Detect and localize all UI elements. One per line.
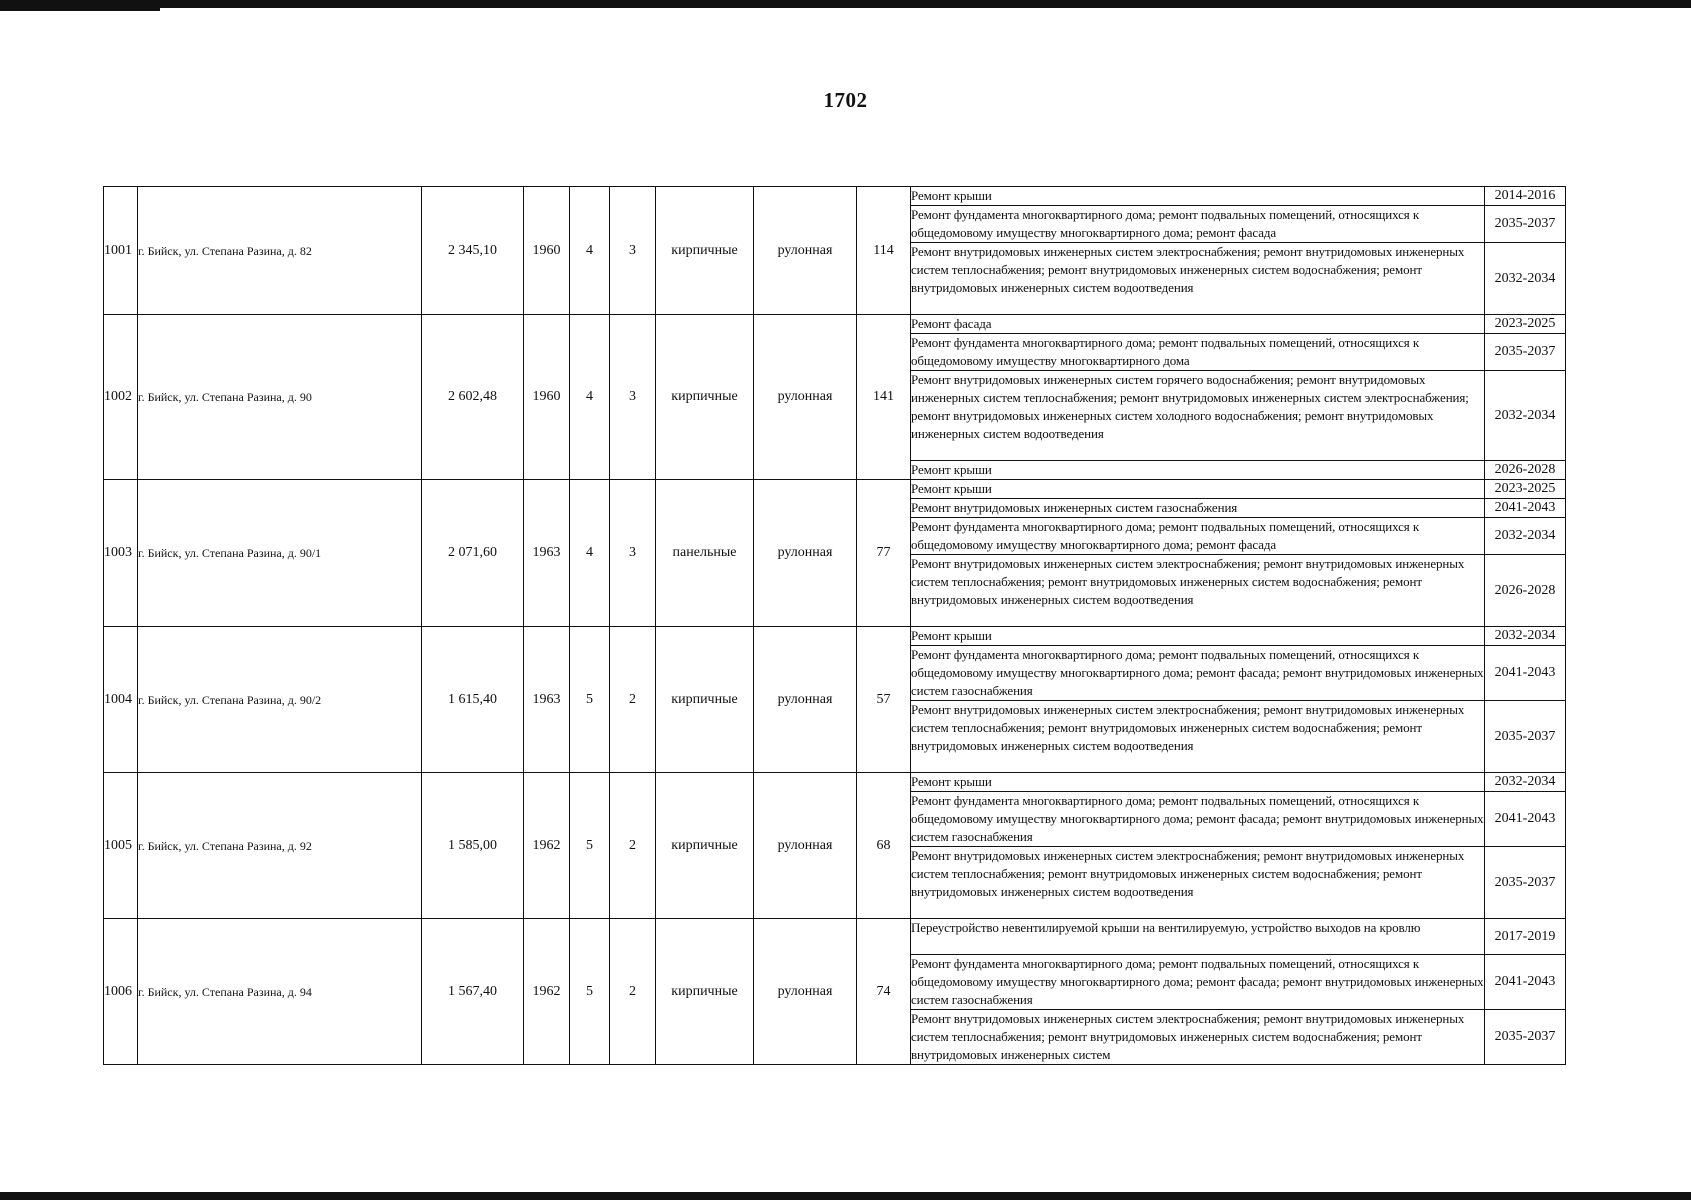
building-area: 1 615,40 bbox=[422, 627, 524, 773]
building-year: 1962 bbox=[524, 773, 570, 919]
table-row bbox=[104, 773, 1566, 792]
building-year: 1963 bbox=[524, 480, 570, 627]
work-period: 2041-2043 bbox=[1485, 499, 1566, 518]
building-area: 1 567,40 bbox=[422, 919, 524, 1065]
table-row bbox=[104, 315, 1566, 334]
building-entrances: 2 bbox=[610, 773, 656, 919]
work-description: Ремонт внутридомовых инженерных систем электроснабжения; ремонт внутридомовых инженерных систем теплоснабжения; ремонт внутридомовых инженерных систем водоснабжения; ремонт внутридомовых инженерных систем водоотведения bbox=[911, 701, 1485, 773]
work-description: Ремонт внутридомовых инженерных систем электроснабжения; ремонт внутридомовых инженерных систем теплоснабжения; ремонт внутридомовых инженерных систем водоснабжения; ремонт внутридомовых инженерных систем водоотведения bbox=[911, 243, 1485, 315]
building-area: 2 071,60 bbox=[422, 480, 524, 627]
wall-material: кирпичные bbox=[656, 773, 754, 919]
page-number: 1702 bbox=[823, 88, 868, 112]
table-row bbox=[104, 627, 1566, 646]
work-period: 2032-2034 bbox=[1485, 518, 1566, 555]
building-entrances: 2 bbox=[610, 627, 656, 773]
work-period: 2035-2037 bbox=[1485, 847, 1566, 919]
building-area: 2 602,48 bbox=[422, 315, 524, 480]
building-area: 2 345,10 bbox=[422, 187, 524, 315]
work-period: 2023-2025 bbox=[1485, 315, 1566, 334]
roof-type: рулонная bbox=[754, 315, 857, 480]
building-number: 1001 bbox=[104, 187, 138, 315]
work-period: 2032-2034 bbox=[1485, 773, 1566, 792]
housing-register-table bbox=[103, 186, 1566, 1065]
building-entrances: 3 bbox=[610, 187, 656, 315]
work-period: 2035-2037 bbox=[1485, 701, 1566, 773]
work-period: 2041-2043 bbox=[1485, 792, 1566, 847]
work-period: 2041-2043 bbox=[1485, 955, 1566, 1010]
work-description: Ремонт крыши bbox=[911, 627, 1485, 646]
work-period: 2014-2016 bbox=[1485, 187, 1566, 206]
building-floors: 5 bbox=[570, 919, 610, 1065]
residents-count: 74 bbox=[857, 919, 911, 1065]
work-description: Ремонт внутридомовых инженерных систем электроснабжения; ремонт внутридомовых инженерных систем теплоснабжения; ремонт внутридомовых инженерных систем водоснабжения; ремонт внутридомовых инженерных систем водоотведения bbox=[911, 847, 1485, 919]
table-row bbox=[104, 919, 1566, 955]
bottom-scan-border bbox=[0, 1192, 1691, 1200]
building-number: 1005 bbox=[104, 773, 138, 919]
work-period: 2026-2028 bbox=[1485, 555, 1566, 627]
building-floors: 5 bbox=[570, 773, 610, 919]
top-scan-border-shade bbox=[0, 0, 160, 11]
roof-type: рулонная bbox=[754, 919, 857, 1065]
building-address: г. Бийск, ул. Степана Разина, д. 92 bbox=[138, 773, 422, 919]
wall-material: кирпичные bbox=[656, 187, 754, 315]
work-period: 2035-2037 bbox=[1485, 1010, 1566, 1065]
top-scan-border bbox=[0, 0, 1691, 8]
table-row bbox=[104, 187, 1566, 206]
building-number: 1002 bbox=[104, 315, 138, 480]
building-entrances: 2 bbox=[610, 919, 656, 1065]
roof-type: рулонная bbox=[754, 187, 857, 315]
building-entrances: 3 bbox=[610, 315, 656, 480]
building-number: 1004 bbox=[104, 627, 138, 773]
work-description: Ремонт фундамента многоквартирного дома; ремонт подвальных помещений, относящихся к общедомовому имуществу многоквартирного дома; ремонт фасада; ремонт внутридомовых инженерных систем газоснабжения bbox=[911, 955, 1485, 1010]
work-description: Ремонт фундамента многоквартирного дома; ремонт подвальных помещений, относящихся к общедомовому имуществу многоквартирного дома; ремонт фасада bbox=[911, 206, 1485, 243]
work-description: Ремонт крыши bbox=[911, 480, 1485, 499]
roof-type: рулонная bbox=[754, 773, 857, 919]
work-description: Ремонт крыши bbox=[911, 187, 1485, 206]
wall-material: кирпичные bbox=[656, 627, 754, 773]
work-period: 2023-2025 bbox=[1485, 480, 1566, 499]
roof-type: рулонная bbox=[754, 627, 857, 773]
work-description: Ремонт фундамента многоквартирного дома; ремонт подвальных помещений, относящихся к общедомовому имуществу многоквартирного дома; ремонт фасада bbox=[911, 518, 1485, 555]
work-period: 2032-2034 bbox=[1485, 371, 1566, 461]
work-period: 2035-2037 bbox=[1485, 334, 1566, 371]
wall-material: кирпичные bbox=[656, 919, 754, 1065]
residents-count: 141 bbox=[857, 315, 911, 480]
register-body bbox=[104, 187, 1566, 1065]
building-area: 1 585,00 bbox=[422, 773, 524, 919]
building-address: г. Бийск, ул. Степана Разина, д. 90 bbox=[138, 315, 422, 480]
building-address: г. Бийск, ул. Степана Разина, д. 90/1 bbox=[138, 480, 422, 627]
wall-material: кирпичные bbox=[656, 315, 754, 480]
work-period: 2017-2019 bbox=[1485, 919, 1566, 955]
work-description: Ремонт крыши bbox=[911, 773, 1485, 792]
building-floors: 4 bbox=[570, 480, 610, 627]
building-number: 1006 bbox=[104, 919, 138, 1065]
work-period: 2026-2028 bbox=[1485, 461, 1566, 480]
building-floors: 4 bbox=[570, 315, 610, 480]
work-period: 2032-2034 bbox=[1485, 243, 1566, 315]
work-period: 2032-2034 bbox=[1485, 627, 1566, 646]
roof-type: рулонная bbox=[754, 480, 857, 627]
building-year: 1960 bbox=[524, 187, 570, 315]
work-description: Ремонт фундамента многоквартирного дома; ремонт подвальных помещений, относящихся к общедомовому имуществу многоквартирного дома; ремонт фасада; ремонт внутридомовых инженерных систем газоснабжения bbox=[911, 646, 1485, 701]
work-description: Ремонт внутридомовых инженерных систем горячего водоснабжения; ремонт внутридомовых инженерных систем теплоснабжения; ремонт внутридомовых инженерных систем электроснабжения; ремонт внутридомовых инженерных систем холодного водоснабжения; ремонт внутридомовых инженерных систем водоотведения bbox=[911, 371, 1485, 461]
residents-count: 68 bbox=[857, 773, 911, 919]
building-floors: 4 bbox=[570, 187, 610, 315]
work-period: 2035-2037 bbox=[1485, 206, 1566, 243]
work-description: Ремонт внутридомовых инженерных систем электроснабжения; ремонт внутридомовых инженерных систем теплоснабжения; ремонт внутридомовых инженерных систем водоснабжения; ремонт внутридомовых инженерных систем водоотведения bbox=[911, 555, 1485, 627]
work-description: Переустройство невентилируемой крыши на вентилируемую, устройство выходов на кровлю bbox=[911, 919, 1485, 955]
work-period: 2041-2043 bbox=[1485, 646, 1566, 701]
building-address: г. Бийск, ул. Степана Разина, д. 82 bbox=[138, 187, 422, 315]
building-year: 1962 bbox=[524, 919, 570, 1065]
work-description: Ремонт внутридомовых инженерных систем электроснабжения; ремонт внутридомовых инженерных систем теплоснабжения; ремонт внутридомовых инженерных систем водоснабжения; ремонт внутридомовых инженерных систем bbox=[911, 1010, 1485, 1065]
building-address: г. Бийск, ул. Степана Разина, д. 90/2 bbox=[138, 627, 422, 773]
building-entrances: 3 bbox=[610, 480, 656, 627]
wall-material: панельные bbox=[656, 480, 754, 627]
work-description: Ремонт крыши bbox=[911, 461, 1485, 480]
work-description: Ремонт фундамента многоквартирного дома; ремонт подвальных помещений, относящихся к общедомовому имуществу многоквартирного дома bbox=[911, 334, 1485, 371]
residents-count: 114 bbox=[857, 187, 911, 315]
table-row bbox=[104, 480, 1566, 499]
building-address: г. Бийск, ул. Степана Разина, д. 94 bbox=[138, 919, 422, 1065]
building-year: 1960 bbox=[524, 315, 570, 480]
work-description: Ремонт фундамента многоквартирного дома; ремонт подвальных помещений, относящихся к общедомовому имуществу многоквартирного дома; ремонт фасада; ремонт внутридомовых инженерных систем газоснабжения bbox=[911, 792, 1485, 847]
work-description: Ремонт фасада bbox=[911, 315, 1485, 334]
residents-count: 77 bbox=[857, 480, 911, 627]
building-number: 1003 bbox=[104, 480, 138, 627]
building-year: 1963 bbox=[524, 627, 570, 773]
building-floors: 5 bbox=[570, 627, 610, 773]
work-description: Ремонт внутридомовых инженерных систем газоснабжения bbox=[911, 499, 1485, 518]
residents-count: 57 bbox=[857, 627, 911, 773]
